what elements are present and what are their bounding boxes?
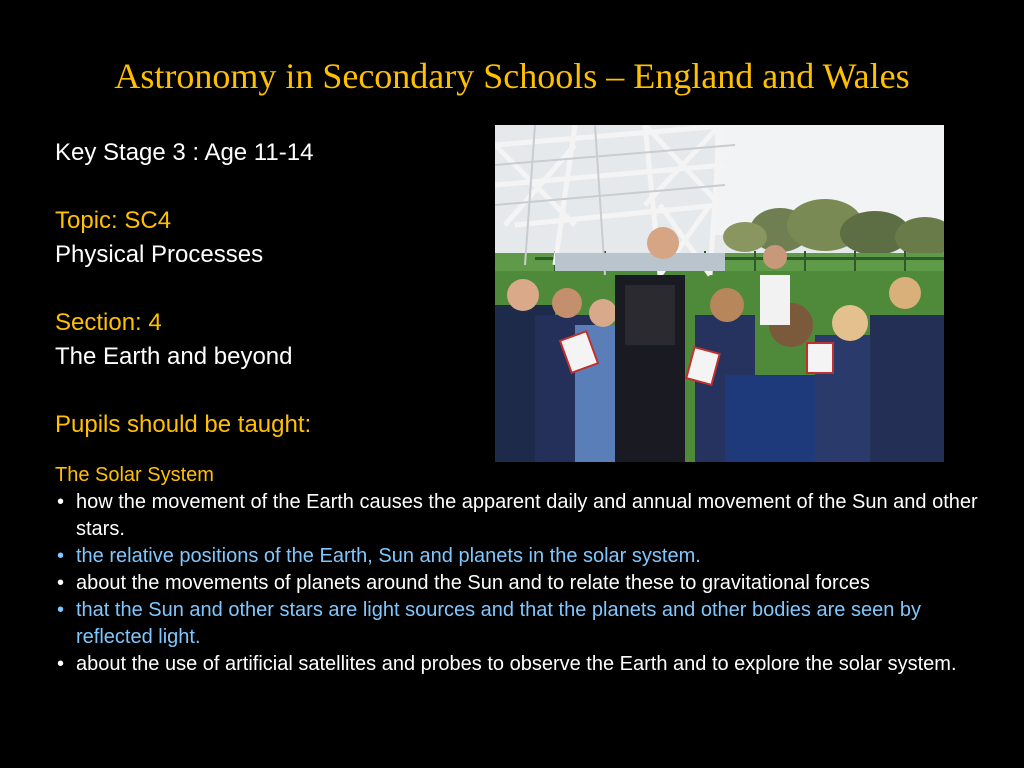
objective-text: about the use of artificial satellites and probes to observe the Earth and to explore the solar system.	[76, 653, 957, 675]
bullet-glyph: •	[57, 653, 65, 675]
learning-objectives	[55, 460, 995, 678]
objective-text: the relative positions of the Earth, Sun and planets in the solar system.	[76, 545, 701, 567]
section-label: Section: 4	[55, 309, 162, 336]
spacer	[55, 272, 485, 306]
spacer	[55, 374, 485, 408]
objectives-list	[55, 489, 995, 678]
bullet-glyph: •	[57, 545, 65, 567]
objective-item	[55, 489, 995, 543]
objective-item	[55, 570, 995, 597]
objective-item	[55, 651, 995, 678]
spacer	[55, 170, 485, 204]
objective-text: how the movement of the Earth causes the apparent daily and annual movement of the Sun and other stars.	[76, 491, 978, 540]
bullet-glyph: •	[57, 599, 65, 621]
bullet-glyph: •	[57, 491, 65, 513]
section-name: The Earth and beyond	[55, 343, 293, 370]
curriculum-summary	[55, 136, 485, 442]
objective-item	[55, 543, 995, 570]
pupils-telescope-photo	[495, 125, 944, 462]
key-stage-text: Key Stage 3 : Age 11-14	[55, 139, 314, 166]
solar-system-subheading: The Solar System	[55, 464, 214, 486]
objective-text: about the movements of planets around the Sun and to relate these to gravitational forces	[76, 572, 870, 594]
topic-name: Physical Processes	[55, 241, 264, 268]
topic-label: Topic: SC4	[55, 207, 172, 234]
pupils-heading: Pupils should be taught:	[55, 411, 312, 438]
objective-item	[55, 597, 995, 651]
slide-title: Astronomy in Secondary Schools – England and Wales	[114, 56, 910, 96]
bullet-glyph: •	[57, 572, 65, 594]
objective-text: that the Sun and other stars are light sources and that the planets and other bodies are seen by reflected light.	[76, 599, 921, 648]
